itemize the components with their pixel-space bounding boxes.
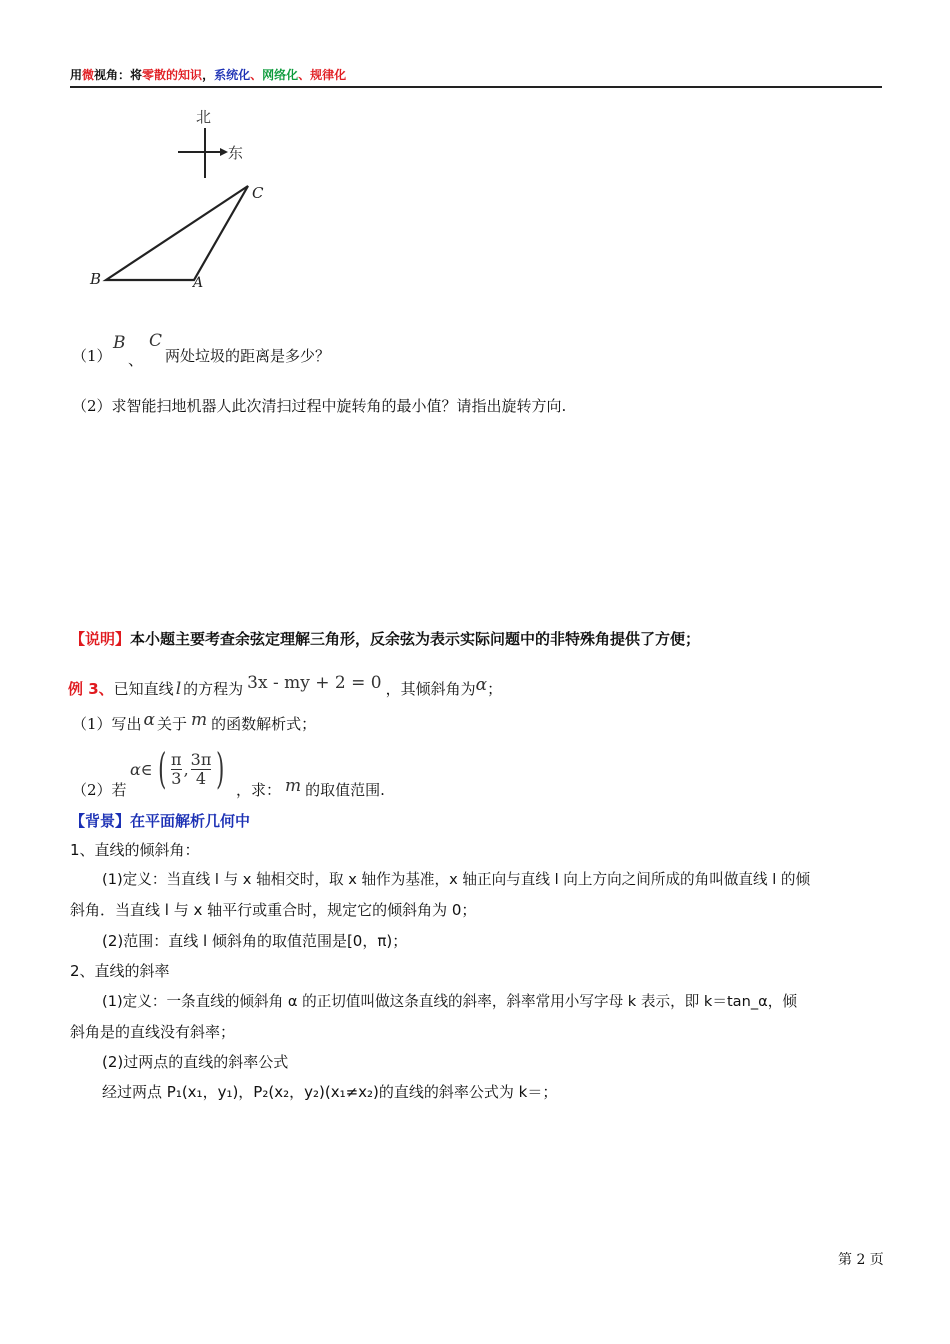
background-line: (2)过两点的直线的斜率公式 xyxy=(102,1053,289,1071)
sub-text: 关于 xyxy=(157,715,188,733)
header-part: 用 xyxy=(70,68,83,82)
example-text: ，其倾斜角为 xyxy=(385,680,476,698)
note-tag: 【说明】 xyxy=(70,630,131,648)
background-line: (2)范围：直线 l 倾斜角的取值范围是[0，π)； xyxy=(102,932,408,950)
header-part: 、 xyxy=(298,68,311,82)
page-number: 第 2 页 xyxy=(838,1252,884,1268)
background-line: (1)定义：一条直线的倾斜角 α 的正切值叫做这条直线的斜率，斜率常用小写字母 k 表示，即 k＝tan_α，倾 xyxy=(102,993,797,1010)
alpha-interval xyxy=(130,744,230,794)
point-b: B xyxy=(113,333,126,353)
background-line: (1)定义：当直线 l 与 x 轴相交时，取 x 轴作为基准，x 轴正向与直线 l 向上方向之间所成的角叫做直线 l 的倾 xyxy=(102,871,811,888)
question-1-number: （1） xyxy=(72,347,112,365)
header-part: 规律化 xyxy=(310,68,347,82)
point-c: C xyxy=(149,331,163,351)
sub-text: 的取值范围. xyxy=(305,781,385,799)
sub-text: 的函数解析式； xyxy=(211,715,317,733)
numerator: 3π xyxy=(190,749,212,769)
example-text: 的方程为 xyxy=(183,680,244,698)
triangle-figure xyxy=(80,100,300,300)
background-line: 斜角．当直线 l 与 x 轴平行或重合时，规定它的倾斜角为 0； xyxy=(70,901,477,919)
vertex-a-label: A xyxy=(193,275,204,291)
subquestion-2-number: （2）若 xyxy=(72,781,127,799)
compass-icon xyxy=(178,128,228,178)
alpha-in: α∈ xyxy=(130,759,153,779)
line-l: l xyxy=(175,679,182,699)
fraction-pi-3 xyxy=(171,751,182,788)
header-part: 网络化 xyxy=(262,68,299,82)
background-line: 斜角是的直线没有斜率； xyxy=(70,1023,236,1041)
example-3-line xyxy=(68,673,503,699)
vertex-b-label: B xyxy=(90,270,102,288)
comma: , xyxy=(183,759,189,779)
note-line xyxy=(70,628,700,649)
line-equation: 3x - my + 2 = 0 xyxy=(247,673,382,693)
question-1-text: 两处垃圾的距离是多少？ xyxy=(165,347,331,365)
example-text: ； xyxy=(487,680,503,698)
separator: 、 xyxy=(128,351,144,369)
header-part: 系统化 xyxy=(214,68,251,82)
paren-close: ) xyxy=(216,744,225,793)
sub-text: （1）写出 xyxy=(72,715,142,733)
variable-m: m xyxy=(191,710,208,730)
denominator: 3 xyxy=(171,768,182,788)
variable-m: m xyxy=(285,776,302,796)
sub-text: ，求： xyxy=(236,781,282,799)
north-label: 北 xyxy=(196,108,212,126)
header-part: 视角：将 xyxy=(94,68,143,82)
header-rule xyxy=(70,86,882,88)
note-text: 本小题主要考查余弦定理解三角形，反余弦为表示实际问题中的非特殊角提供了方便； xyxy=(130,630,701,648)
denominator: 4 xyxy=(191,769,212,788)
vertex-c-label: C xyxy=(252,184,264,202)
header-part: ， xyxy=(202,68,215,82)
question-2-text: （2）求智能扫地机器人此次清扫过程中旋转角的最小值？请指出旋转方向. xyxy=(72,397,567,415)
page-header xyxy=(70,66,346,83)
header-part: 零散的知识 xyxy=(142,68,203,82)
example-text: 已知直线 xyxy=(113,680,174,698)
background-title: 【背景】在平面解析几何中 xyxy=(70,812,251,830)
east-label: 东 xyxy=(228,144,244,162)
example-3-label: 例 3、 xyxy=(68,680,114,698)
background-line: 2、直线的斜率 xyxy=(70,962,170,980)
subquestion-1 xyxy=(72,710,317,734)
background-line: 1、直线的倾斜角： xyxy=(70,841,200,859)
background-line: 经过两点 P₁(x₁，y₁)，P₂(x₂，y₂)(x₁≠x₂)的直线的斜率公式为 k＝； xyxy=(102,1083,558,1101)
header-part: 、 xyxy=(250,68,263,82)
angle-alpha: α xyxy=(475,675,488,695)
header-part: 微 xyxy=(82,68,95,82)
paren-open: ( xyxy=(157,744,166,793)
numerator: π xyxy=(171,749,182,769)
triangle-shape xyxy=(106,186,248,280)
fraction-3pi-4 xyxy=(191,751,212,788)
angle-alpha: α xyxy=(143,710,156,730)
subquestion-2-rest xyxy=(236,776,385,800)
